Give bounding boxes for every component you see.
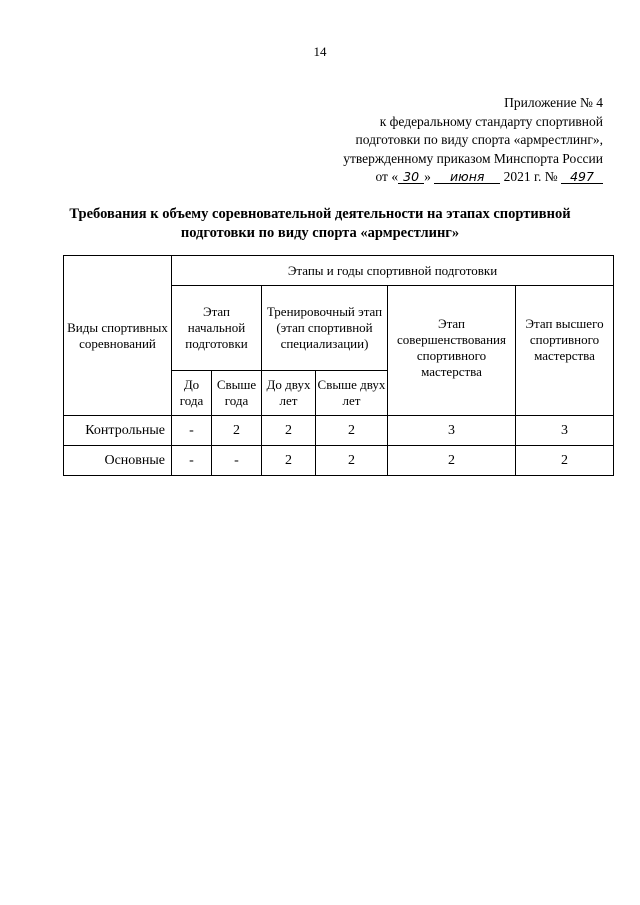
table-cell: - (172, 446, 212, 476)
table-cell: - (212, 446, 262, 476)
group-header-text: Этапы и годы спортивной подготовки (287, 262, 498, 278)
table-row (64, 446, 614, 476)
table-cell: 2 (516, 446, 614, 476)
title-line-2: подготовки по виду спорта «армрестлинг» (180, 225, 460, 241)
date-mid: » (424, 169, 431, 184)
stage-header-text: Этап совершенствования спортивного мастерства (397, 316, 506, 379)
table-cell: 3 (388, 416, 516, 446)
annex-line-3: подготовки по виду спорта «армрестлинг», (355, 132, 603, 147)
table-cell: 2 (388, 446, 516, 476)
annex-date-line (263, 168, 603, 187)
stage-header-improvement (388, 286, 516, 416)
title-line-1: Требования к объему соревновательной деятельности на этапах спортивной (69, 206, 571, 222)
requirements-table (63, 255, 614, 476)
date-year: 2021 г. № (503, 169, 558, 184)
subheader-cell (212, 371, 262, 416)
subheader-text: До двух лет (266, 377, 311, 408)
handwritten-day: 30 (398, 170, 424, 184)
table-cell: - (172, 416, 212, 446)
row-label: Контрольные (64, 416, 172, 446)
group-header-cell (172, 256, 614, 286)
stage-header-text: Тренировочный этап (этап спортивной специализации) (266, 304, 383, 351)
table-cell: 2 (316, 416, 388, 446)
subheader-cell (172, 371, 212, 416)
stage-header-initial (172, 286, 262, 371)
stage-header-text: Этап начальной подготовки (185, 304, 248, 351)
stage-header-training (262, 286, 388, 371)
annex-line-4: утвержденному приказом Минспорта России (343, 150, 603, 166)
corner-header-text: Виды спортивных соревнований (67, 319, 168, 351)
table-cell: 2 (262, 416, 316, 446)
table-cell: 3 (516, 416, 614, 446)
table-cell: 2 (262, 446, 316, 476)
date-prefix: от « (375, 169, 399, 184)
annex-header (263, 94, 603, 187)
page-number: 14 (313, 44, 327, 59)
subheader-cell (262, 371, 316, 416)
handwritten-month: июня (434, 170, 500, 184)
subheader-text: До года (179, 377, 204, 408)
row-label: Основные (64, 446, 172, 476)
annex-line-2: к федеральному стандарту спортивной (379, 113, 603, 129)
document-title (60, 205, 580, 243)
table-header-row-1 (64, 256, 614, 286)
stage-header-text: Этап высшего спортивного мастерства (525, 316, 604, 363)
subheader-cell (316, 371, 388, 416)
subheader-text: Свыше двух лет (317, 377, 386, 408)
corner-header-cell (64, 256, 172, 416)
stage-header-higher (516, 286, 614, 416)
table-row (64, 416, 614, 446)
table-cell: 2 (316, 446, 388, 476)
handwritten-order-number: 497 (561, 170, 603, 184)
subheader-text: Свыше года (216, 377, 257, 408)
annex-line-1: Приложение № 4 (504, 95, 603, 110)
table-cell: 2 (212, 416, 262, 446)
